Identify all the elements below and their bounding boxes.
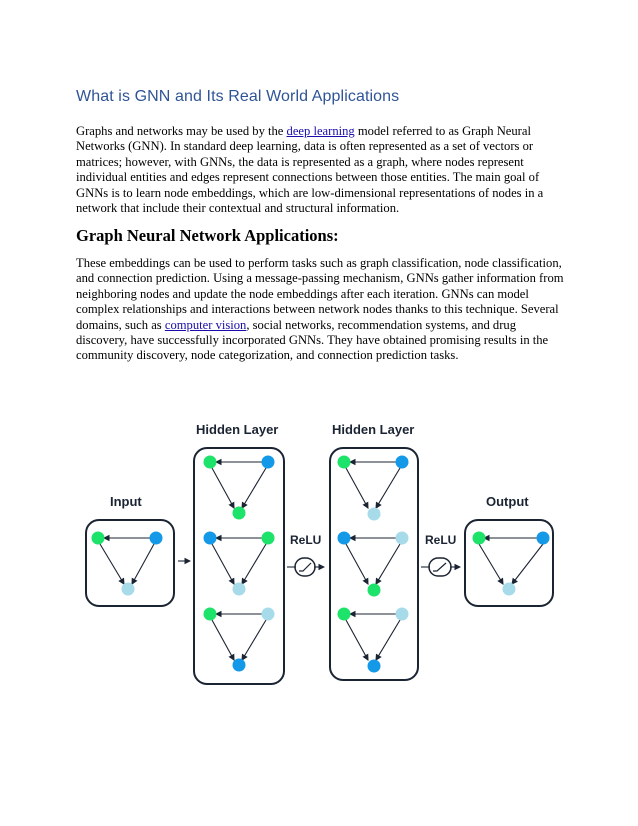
graph-edge-arrow [376,544,400,584]
graph-edge-arrow [479,544,503,584]
graph-node [204,532,217,545]
relu-1-label: ReLU [290,533,322,547]
graph-edge-arrow [242,468,266,508]
graph-edge-arrow [100,544,124,584]
gnn-diagram [84,412,564,687]
page-title: What is GNN and Its Real World Applications [76,88,400,105]
graph-node [262,608,275,621]
relu-2-icon [429,558,451,576]
applications-paragraph: These embeddings can be used to perform tasks such as graph classification, node classification, and connection prediction. Using a message-passing mechanism, GNNs gather information from neighboring nodes and update the node embeddings after each iteration. GNNs can model complex relationships and interactions between network nodes thanks to this technique. Several domains, such as computer vision, social networks, recommendation systems, and drug discovery, have successfully incorporated GNNs. They have obtained promising results in the community discovery, node categorization, and connection prediction tasks. [76,256,564,363]
graph-node [368,584,381,597]
graph-edge-arrow [346,468,368,508]
graph-node [262,456,275,469]
graph-edge-arrow [132,544,154,584]
graph-node [92,532,105,545]
hidden-layer-1-box [194,448,284,684]
graph-edge-arrow [212,468,234,508]
graph-node [338,608,351,621]
graph-node [396,608,409,621]
graph-node [204,608,217,621]
output-label: Output [486,494,529,509]
graph-node [204,456,217,469]
hidden-layer-2-label: Hidden Layer [332,422,415,437]
graph-node [233,659,246,672]
graph-node [338,456,351,469]
graph-node [150,532,163,545]
graph-edge-arrow [242,620,266,660]
graph-edge-arrow [376,468,400,508]
graph-edge-arrow [212,620,234,660]
graph-node [338,532,351,545]
graph-edge-arrow [376,620,400,660]
hidden-layer-1-label: Hidden Layer [196,422,279,437]
graph-edge-arrow [346,544,368,584]
graph-node [368,508,381,521]
section-heading: Graph Neural Network Applications: [76,226,339,245]
graph-node [368,660,381,673]
graph-node [262,532,275,545]
graph-edge-arrow [212,544,234,584]
computer-vision-link[interactable]: computer vision [164,317,247,332]
relu-2-label: ReLU [425,533,457,547]
graph-node [396,532,409,545]
graph-edge-arrow [242,544,266,584]
graph-node [122,583,135,596]
input-label: Input [110,494,142,509]
graph-node [537,532,550,545]
graph-edge-arrow [512,544,543,584]
graph-node [396,456,409,469]
intro-paragraph: Graphs and networks may be used by the deep learning model referred to as Graph Neural Networks (GNN). In standard deep learning, data is often represented as a set of vectors or matrices; however, with GNNs, the data is represented as a graph, where nodes represent individual entities and edges represent connections between those entities. The main goal of GNNs is to learn node embeddings, which are low-dimensional representations of nodes in a network that include their contextual and structural information. [76,124,544,216]
graph-edge-arrow [346,620,368,660]
deep-learning-link[interactable]: deep learning [286,124,355,138]
graph-node [473,532,486,545]
graph-node [503,583,516,596]
relu-1-icon [295,558,315,576]
graph-node [233,583,246,596]
hidden-layer-2-box [330,448,418,680]
graph-node [233,507,246,520]
